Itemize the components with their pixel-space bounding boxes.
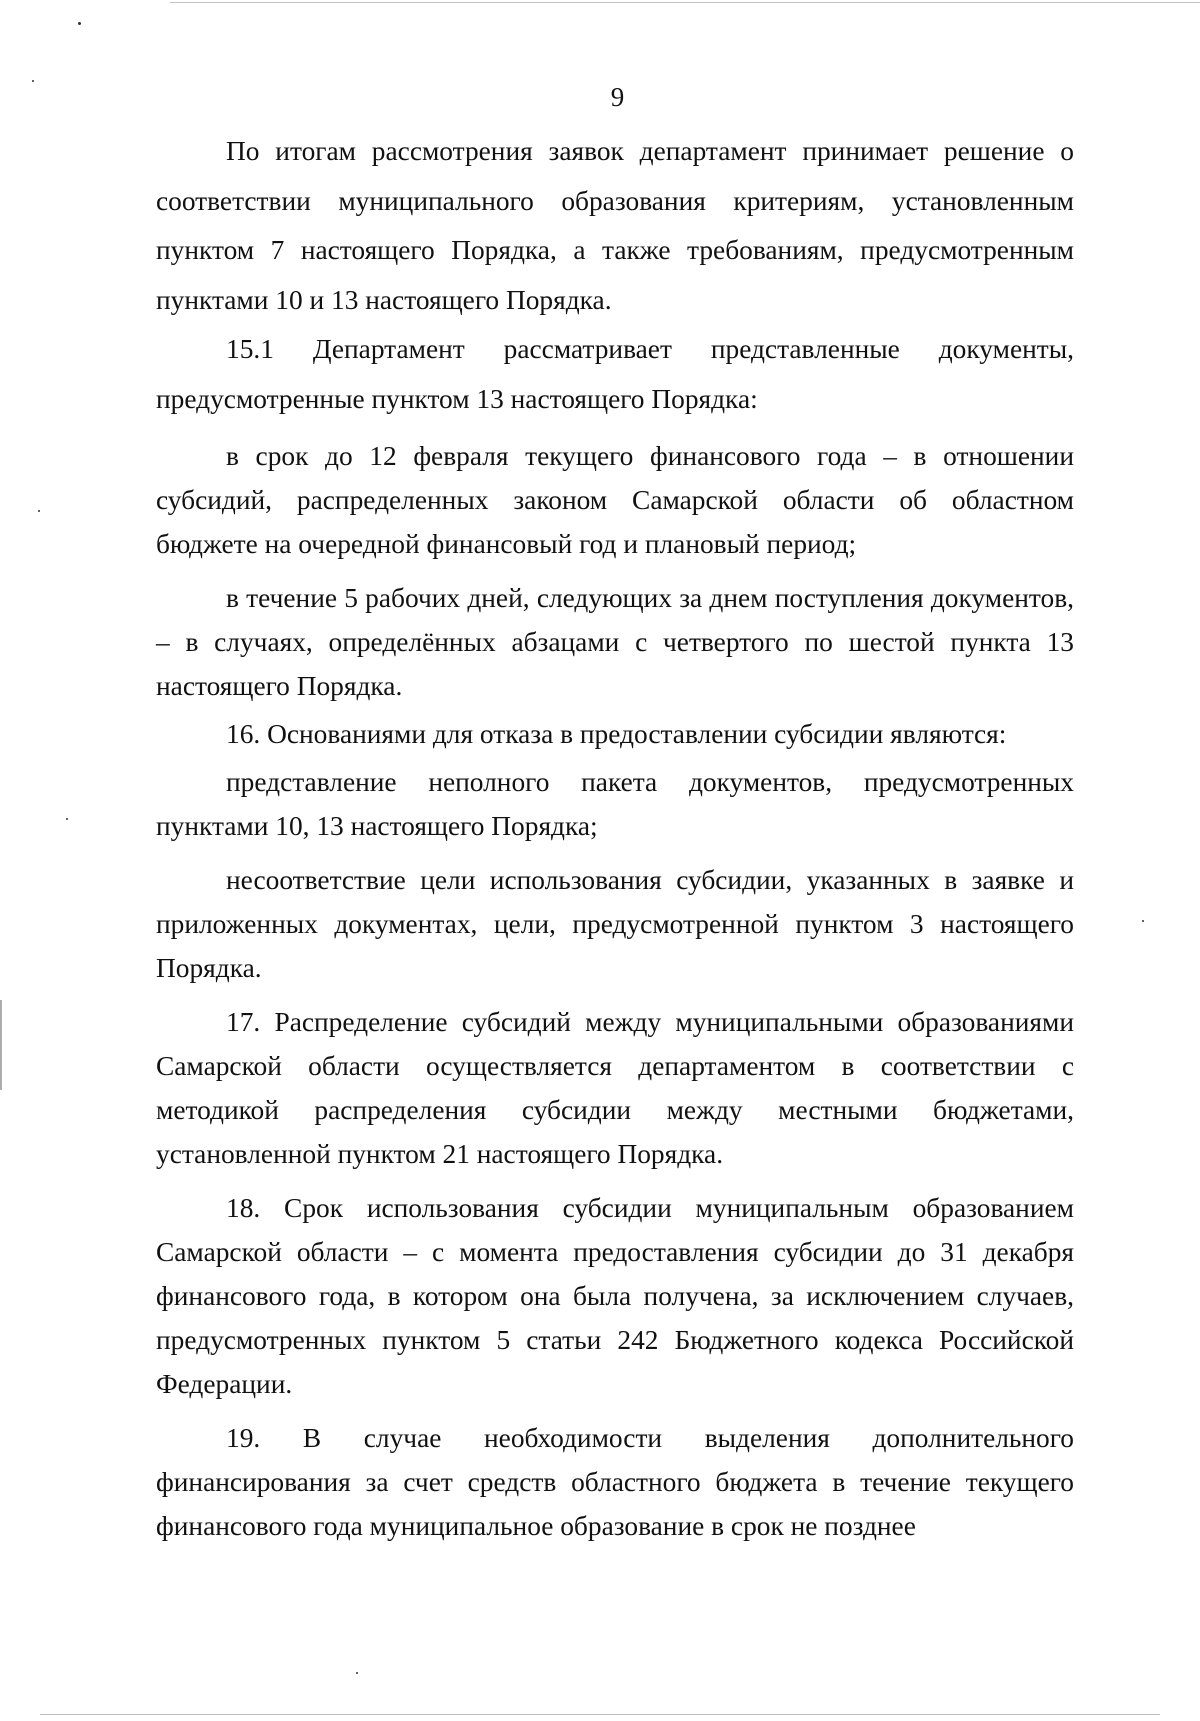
scan-speck: [356, 1672, 358, 1674]
paragraph-purpose-mismatch: несоответствие цели использования субсидии, указанных в заявке и приложенных документах, цели, предусмотренной пунктом 3 настоящего Порядка.: [156, 864, 1074, 983]
scan-speck: [78, 22, 81, 25]
document-body: [156, 127, 1074, 1548]
paragraph-19: 19. В случае необходимости выделения дополнительного финансирования за счет средств областного бюджета в течение текущего финансового года муниципальное образование в срок не позднее: [156, 1422, 1074, 1541]
scan-edge-left: [0, 1000, 2, 1090]
paragraph-15-1: 15.1 Департамент рассматривает представленные документы, предусмотренные пунктом 13 настоящего Порядка:: [156, 334, 1074, 414]
scan-edge-top: [170, 2, 1200, 3]
scan-edge-bottom: [40, 1714, 1160, 1715]
paragraph-deadline-february: в срок до 12 февраля текущего финансового года – в отношении субсидий, распределенных законом Самарской области об областном бюджете на очередной финансовый год и плановый период;: [156, 441, 1074, 559]
page-number: 9: [610, 82, 625, 112]
paragraph-17: 17. Распределение субсидий между муниципальными образованиями Самарской области осуществляется департаментом в соответствии с методикой распределения субсидии между местными бюджетами, установленной пунктом 21 настоящего Порядка.: [156, 1006, 1074, 1169]
scan-speck: [66, 818, 68, 820]
scan-speck: [1142, 920, 1144, 922]
paragraph-decision: По итогам рассмотрения заявок департамент принимает решение о соответствии муниципального образования критериям, установленным пунктом 7 настоящего Порядка, а также требованиям, предусмотренным пунктами 10 и 13 настоящего Порядка.: [156, 136, 1074, 315]
paragraph-deadline-five-days: в течение 5 рабочих дней, следующих за днем поступления документов, – в случаях, определённых абзацами с четвертого по шестой пункта 13 настоящего Порядка.: [156, 583, 1074, 701]
scan-speck: [38, 510, 40, 512]
paragraph-16: 16. Основаниями для отказа в предоставлении субсидии являются:: [226, 719, 1007, 749]
paragraph-18: 18. Срок использования субсидии муниципальным образованием Самарской области – с момента предоставления субсидии до 31 декабря финансового года, в котором она была получена, за исключением случаев, предусмотренных пунктом 5 статьи 242 Бюджетного кодекса Российской Федерации.: [156, 1192, 1074, 1399]
paragraph-incomplete-package: представление неполного пакета документов, предусмотренных пунктами 10, 13 настоящего Порядка;: [156, 766, 1074, 841]
